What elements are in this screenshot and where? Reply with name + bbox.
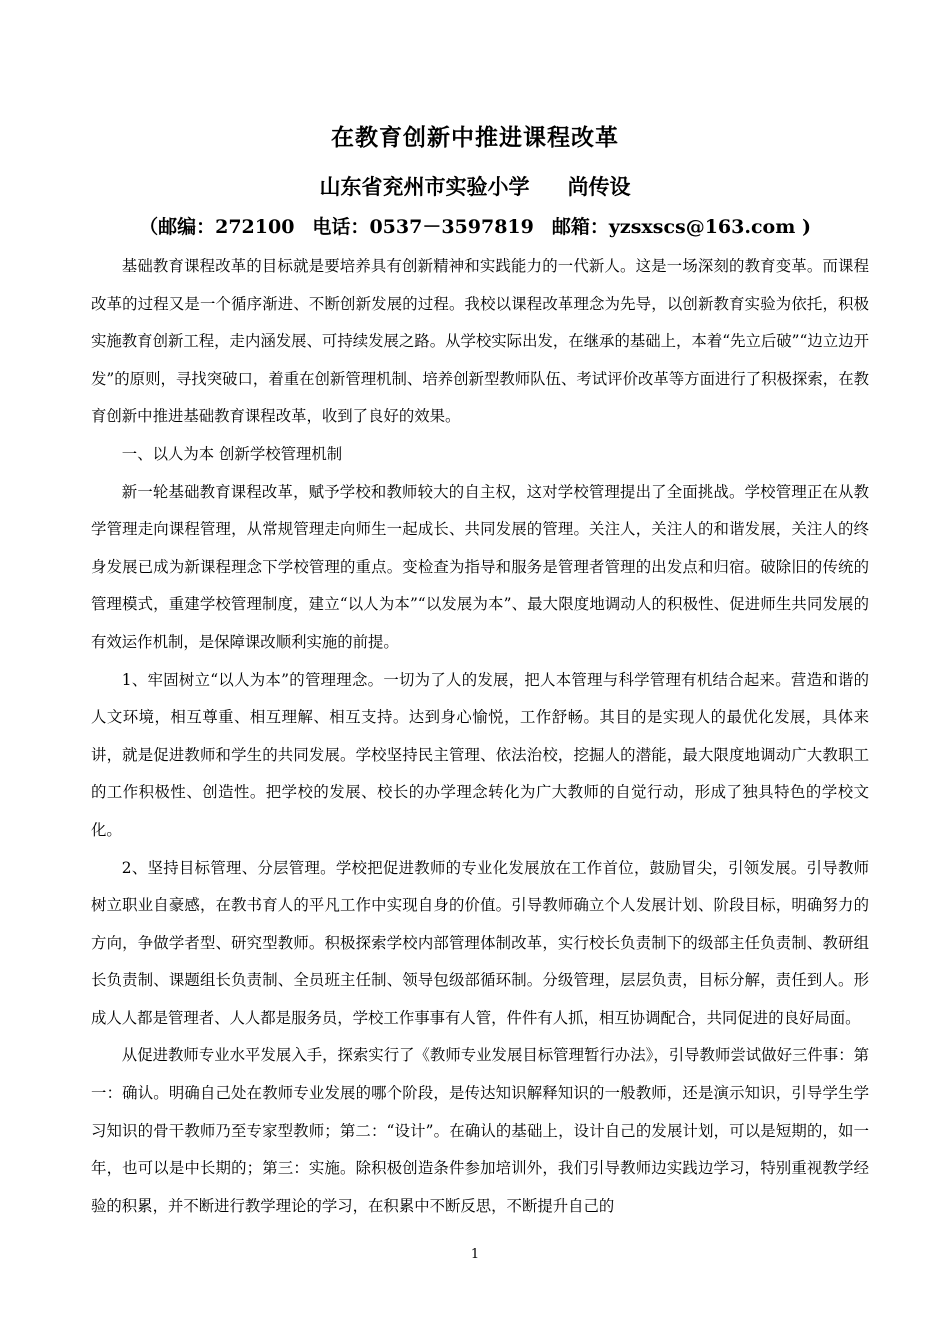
- paragraph-people-first: 1、牢固树立“以人为本”的管理理念。一切为了人的发展，把人本管理与科学管理有机结合起来。营造和谐的人文环境，相互尊重、相互理解、相互支持。达到身心愉悦，工作舒畅。其目的是实现人的最优化发展，具体来讲，就是促进教师和学生的共同发展。学校坚持民主管理、依法治校，挖掘人的潜能，最大限度地调动广大教职工的工作积极性、创造性。把学校的发展、校长的办学理念转化为广大教师的自觉行动，形成了独具特色的学校文化。: [91, 670, 869, 839]
- author-name: 尚传设: [567, 174, 631, 199]
- contact-open-paren: （: [139, 216, 159, 238]
- document-body: [91, 248, 869, 1225]
- document-title: 在教育创新中推进课程改革: [331, 124, 619, 151]
- phone-value: 0537－3597819: [369, 216, 534, 238]
- paragraph-target-management: 2、坚持目标管理、分层管理。学校把促进教师的专业化发展放在工作首位，鼓励冒尖，引领发展。引导教师树立职业自豪感，在教书育人的平凡工作中实现自身的价值。引导教师确立个人发展计划、阶段目标，明确努力的方向，争做学者型、研究型教师。积极探索学校内部管理体制改革，实行校长负责制下的级部主任负责制、教研组长负责制、课题组长负责制、全员班主任制、领导包级部循环制。分级管理，层层负责，目标分解，责任到人。形成人人都是管理者、人人都是服务员，学校工作事事有人管，件件有人抓，相互协调配合，共同促进的良好局面。: [91, 858, 869, 1027]
- page-number: 1: [470, 1247, 480, 1262]
- contact-close-paren: ): [795, 216, 811, 238]
- postcode-value: 272100: [215, 216, 295, 238]
- paragraph-intro: 基础教育课程改革的目标就是要培养具有创新精神和实践能力的一代新人。这是一场深刻的教育变革。而课程改革的过程又是一个循序渐进、不断创新发展的过程。我校以课程改革理念为先导，以创新教育实验为依托，积极实施教育创新工程，走内涵发展、可持续发展之路。从学校实际出发，在继承的基础上，本着“先立后破”“边立边开发”的原则，寻找突破口，着重在创新管理机制、培养创新型教师队伍、考试评价改革等方面进行了积极探索，在教育创新中推进基础教育课程改革，收到了良好的效果。: [91, 257, 869, 426]
- postcode-label: 邮编：: [158, 216, 216, 238]
- paragraph-management-challenge: 新一轮基础教育课程改革，赋予学校和教师较大的自主权，这对学校管理提出了全面挑战。学校管理正在从教学管理走向课程管理，从常规管理走向师生一起成长、共同发展的管理。关注人，关注人的和谐发展，关注人的终身发展已成为新课程理念下学校管理的重点。变检查为指导和服务是管理者管理的出发点和归宿。破除旧的传统的管理模式，重建学校管理制度，建立“以人为本”“以发展为本”、最大限度地调动人的积极性、促进师生共同发展的有效运作机制，是保障课改顺利实施的前提。: [91, 482, 869, 651]
- email-value: yzsxscs@163.com: [608, 216, 796, 238]
- email-label: 邮箱：: [551, 216, 609, 238]
- paragraph-teacher-development: 从促进教师专业水平发展入手，探索实行了《教师专业发展目标管理暂行办法》，引导教师尝试做好三件事：第一：确认。明确自己处在教师专业发展的哪个阶段，是传达知识解释知识的一般教师，还是演示知识，引导学生学习知识的骨干教师乃至专家型教师；第二：“设计”。在确认的基础上，设计自己的发展计划，可以是短期的，如一年，也可以是中长期的；第三：实施。除积极创造条件参加培训外，我们引导教师边实践边学习，特别重视教学经验的积累，并不断进行教学理论的学习，在积累中不断反思，不断提升自己的: [91, 1046, 869, 1215]
- section-heading-1: 一、以人为本 创新学校管理机制: [121, 444, 343, 463]
- phone-label: 电话：: [312, 216, 370, 238]
- author-school: 山东省兖州市实验小学: [319, 174, 530, 199]
- contact-line: [0, 210, 950, 244]
- author-line: [0, 170, 950, 204]
